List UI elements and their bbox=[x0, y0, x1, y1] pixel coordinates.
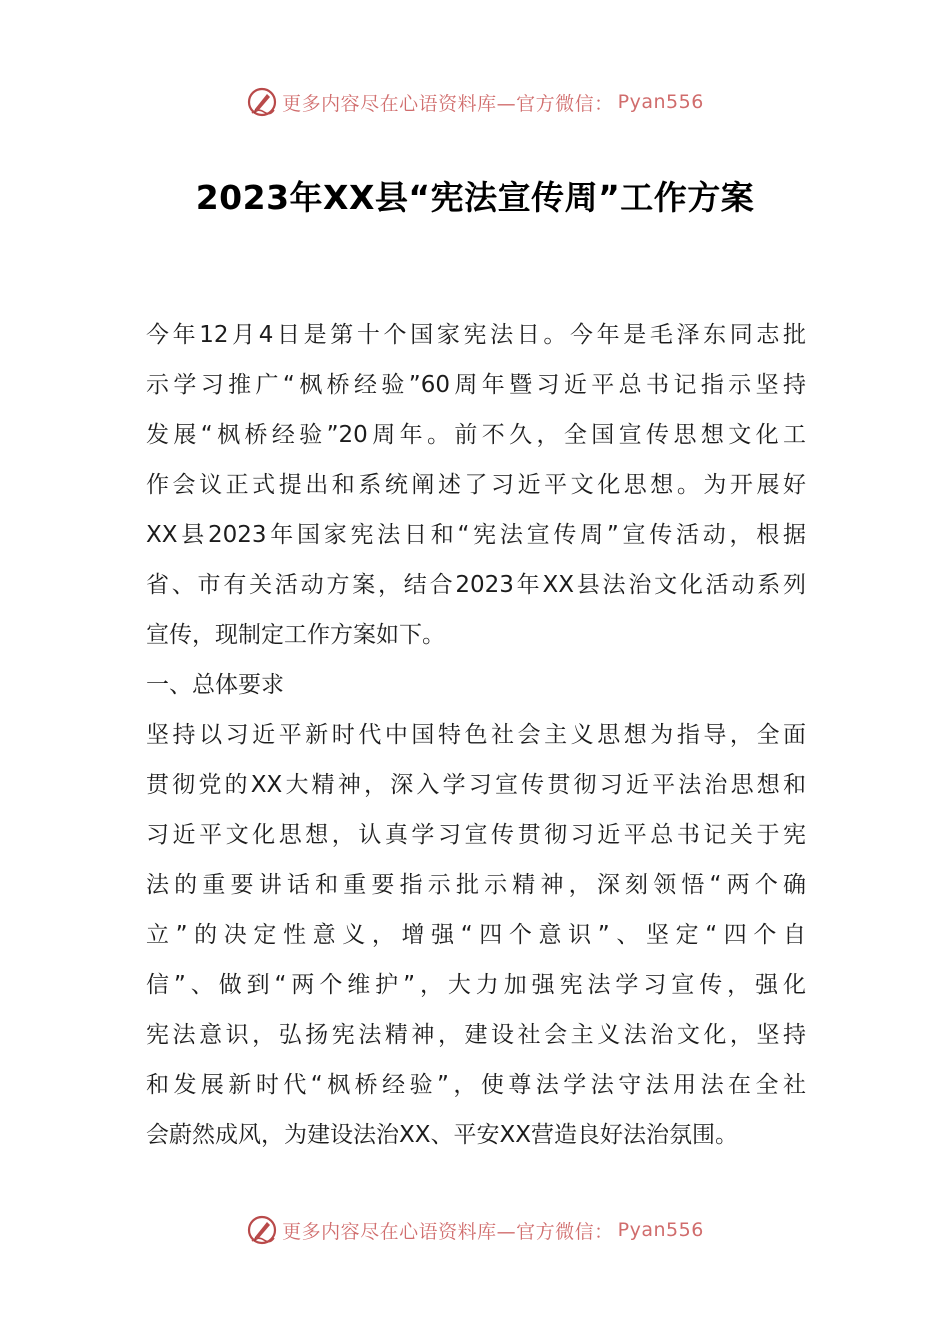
body-line: 宪法意识，弘扬宪法精神，建设社会主义法治文化，坚持 bbox=[146, 1022, 806, 1048]
body-line: 法的重要讲话和重要指示批示精神，深刻领悟“两个确 bbox=[146, 872, 806, 898]
body-line: 习近平文化思想，认真学习宣传贯彻习近平总书记关于宪 bbox=[146, 822, 806, 848]
body-line: 一、总体要求 bbox=[146, 672, 284, 698]
wechat-id: Pyan556 bbox=[617, 91, 704, 113]
body-line: 立”的决定性意义，增强“四个意识”、坚定“四个自 bbox=[146, 922, 806, 948]
body-line: 和发展新时代“枫桥经验”，使尊法学法守法用法在全社 bbox=[146, 1072, 806, 1098]
body-line: 贯彻党的XX大精神，深入学习宣传贯彻习近平法治思想和 bbox=[146, 772, 806, 798]
banner-text: 更多内容尽在心语资料库—官方微信： bbox=[282, 1220, 614, 1243]
body-line: 今年12月4日是第十个国家宪法日。今年是毛泽东同志批 bbox=[146, 322, 806, 348]
watermark-banner-top bbox=[0, 82, 950, 122]
body-line: 会蔚然成风，为建设法治XX、平安XX营造良好法治氛围。 bbox=[146, 1122, 739, 1148]
body-line: 作会议正式提出和系统阐述了习近平文化思想。为开展好 bbox=[146, 472, 806, 498]
body-line: 宣传，现制定工作方案如下。 bbox=[146, 622, 445, 648]
body-line: 省、市有关活动方案，结合2023年XX县法治文化活动系列 bbox=[146, 572, 806, 598]
body-line: 坚持以习近平新时代中国特色社会主义思想为指导，全面 bbox=[146, 722, 806, 748]
document-body bbox=[146, 310, 806, 1160]
document-title: 2023年XX县“宪法宣传周”工作方案 bbox=[195, 178, 755, 217]
body-line: 发展“枫桥经验”20周年。前不久，全国宣传思想文化工 bbox=[146, 422, 806, 448]
wechat-id: Pyan556 bbox=[617, 1219, 704, 1241]
body-line: XX县2023年国家宪法日和“宪法宣传周”宣传活动，根据 bbox=[146, 522, 806, 548]
pen-seal-logo-icon bbox=[246, 86, 278, 118]
body-line: 信”、做到“两个维护”，大力加强宪法学习宣传，强化 bbox=[146, 972, 806, 998]
banner-text: 更多内容尽在心语资料库—官方微信： bbox=[282, 92, 614, 115]
body-line: 示学习推广“枫桥经验”60周年暨习近平总书记指示坚持 bbox=[146, 372, 806, 398]
watermark-banner-bottom bbox=[0, 1210, 950, 1250]
pen-seal-logo-icon bbox=[246, 1214, 278, 1246]
